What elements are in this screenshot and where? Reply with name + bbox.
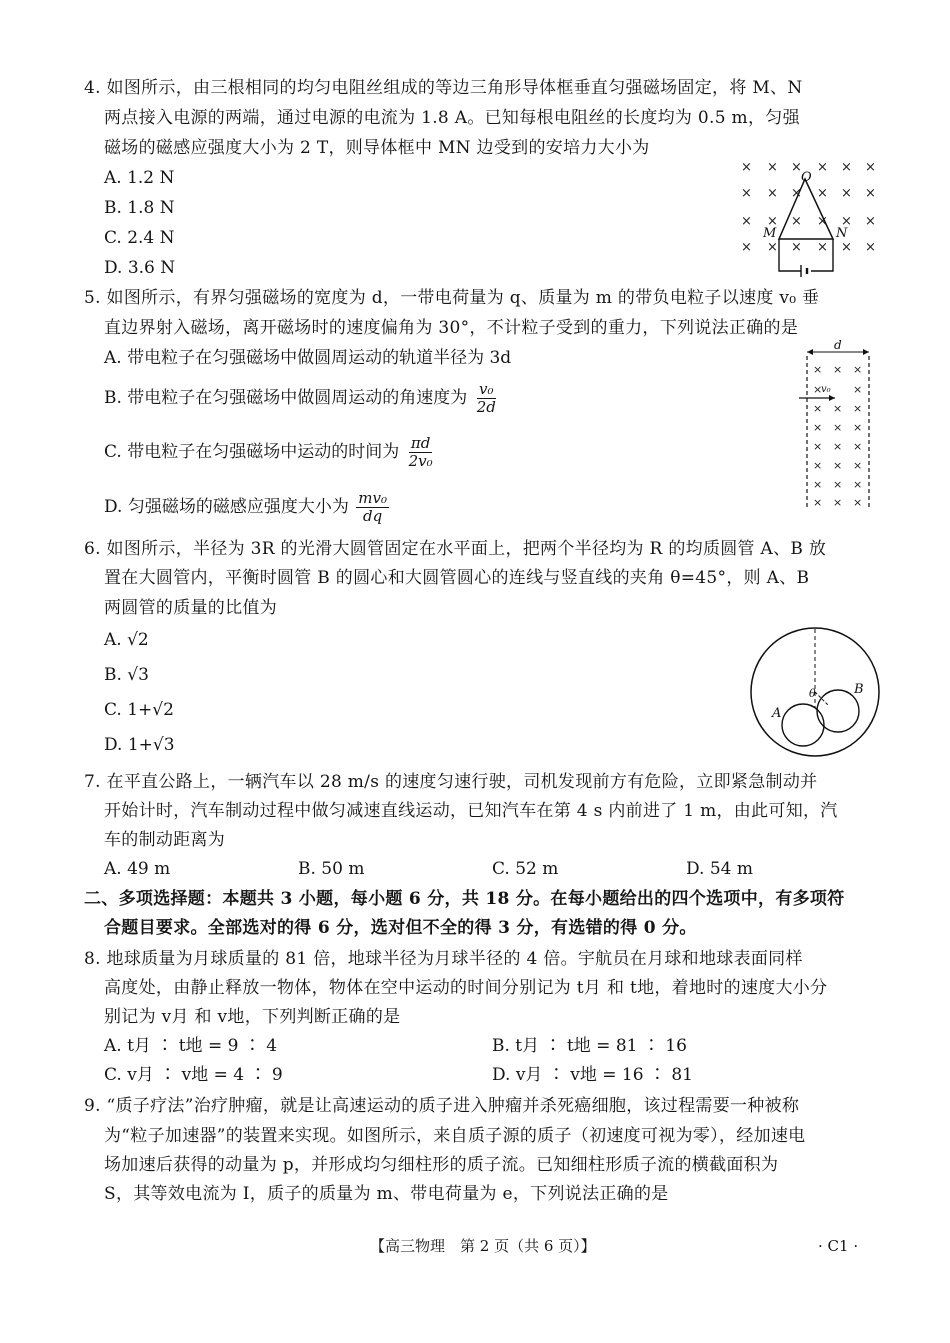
label-d: d bbox=[834, 340, 842, 352]
svg-text:×: × bbox=[813, 383, 823, 396]
q9-line-1: 9. “质子疗法”治疗肿瘤，就是让高速运动的质子进入肿瘤并杀死癌细胞，该过程需要一种被称 bbox=[84, 1096, 800, 1116]
q6-option-d: D. 1+√3 bbox=[104, 735, 175, 755]
svg-text:×: × bbox=[767, 240, 778, 255]
page-code: · C1 · bbox=[818, 1237, 859, 1255]
svg-text:×: × bbox=[813, 363, 823, 376]
label-m: M bbox=[763, 226, 777, 241]
svg-text:×: × bbox=[833, 421, 843, 434]
q6-option-c: C. 1+√2 bbox=[104, 700, 174, 720]
svg-text:×: × bbox=[817, 160, 828, 175]
page-footer: 【高三物理 第 2 页（共 6 页）】 bbox=[370, 1237, 596, 1255]
svg-text:×: × bbox=[817, 240, 828, 255]
q5-option-b: B. 带电粒子在匀强磁场中做圆周运动的角速度为 $\frac{\text{v₀}}{2d}$ bbox=[104, 380, 496, 416]
svg-text:×: × bbox=[841, 160, 852, 175]
q4-option-a: A. 1.2 N bbox=[104, 168, 175, 188]
q4-line-2: 两点接入电源的两端，通过电源的电流为 1.8 A。已知每根电阻丝的长度均为 0.5 m，匀强 bbox=[104, 108, 800, 128]
q6-line-3: 两圆管的质量的比值为 bbox=[104, 598, 277, 618]
svg-text:×: × bbox=[741, 186, 752, 201]
q7-line-1: 7. 在平直公路上，一辆汽车以 28 m/s 的速度匀速行驶，司机发现前方有危险，立即紧急制动并 bbox=[84, 772, 818, 792]
fraction: $\frac{\pi d}{\text{2v₀}}$ bbox=[408, 434, 433, 470]
svg-text:×: × bbox=[853, 478, 863, 491]
svg-text:×: × bbox=[833, 478, 843, 491]
q4-figure-triangle-in-field bbox=[735, 155, 885, 285]
q5-option-a: A. 带电粒子在匀强磁场中做圆周运动的轨道半径为 3d bbox=[104, 348, 512, 368]
q8-option-a: A. t月 ∶ t地 = 9 ∶ 4 bbox=[104, 1036, 278, 1056]
q8-option-c: C. v月 ∶ v地 = 4 ∶ 9 bbox=[104, 1065, 283, 1085]
q5-line-2: 直边界射入磁场，离开磁场时的速度偏角为 30°，不计粒子受到的重力，下列说法正确的是 bbox=[104, 318, 799, 338]
q7-line-3: 车的制动距离为 bbox=[104, 830, 226, 850]
svg-text:×: × bbox=[833, 459, 843, 472]
q5-option-c: C. 带电粒子在匀强磁场中运动的时间为 $\frac{\pi d}{\text{2v₀}}$ bbox=[104, 434, 433, 470]
q6-line-2: 置在大圆管内，平衡时圆管 B 的圆心和大圆管圆心的连线与竖直线的夹角 θ=45°，则 A、B bbox=[104, 568, 810, 588]
svg-text:×: × bbox=[813, 478, 823, 491]
q8-option-b: B. t月 ∶ t地 = 81 ∶ 16 bbox=[492, 1036, 687, 1056]
q5-line-1: 5. 如图所示，有界匀强磁场的宽度为 d，一带电荷量为 q、质量为 m 的带负电粒子以速度 v₀ 垂 bbox=[84, 288, 820, 308]
q4-line-1: 4. 如图所示，由三根相同的均匀电阻丝组成的等边三角形导体框垂直匀强磁场固定，将 M、N bbox=[84, 78, 803, 98]
label-a: A bbox=[772, 706, 782, 721]
svg-text:×: × bbox=[741, 240, 752, 255]
svg-text:×: × bbox=[833, 496, 843, 509]
fraction: $\frac{\text{mv₀}}{dq}$ bbox=[358, 489, 387, 525]
svg-text:×: × bbox=[853, 496, 863, 509]
q6-line-1: 6. 如图所示，半径为 3R 的光滑大圆管固定在水平面上，把两个半径均为 R 的均质圆管 A、B 放 bbox=[84, 539, 827, 559]
q8-line-2: 高度处，由静止释放一物体，物体在空中运动的时间分别记为 t月 和 t地，着地时的速度大小分 bbox=[104, 978, 828, 998]
svg-text:×: × bbox=[833, 440, 843, 453]
svg-text:×: × bbox=[853, 383, 863, 396]
svg-text:×: × bbox=[853, 363, 863, 376]
q4-option-b: B. 1.8 N bbox=[104, 198, 175, 218]
pipe-b bbox=[817, 690, 859, 732]
q4-option-d: D. 3.6 N bbox=[104, 258, 176, 278]
q8-line-3: 别记为 v月 和 v地，下列判断正确的是 bbox=[104, 1007, 401, 1027]
svg-text:×: × bbox=[813, 421, 823, 434]
q6-option-a: A. √2 bbox=[104, 630, 149, 650]
label-o: O bbox=[801, 170, 812, 185]
q9-line-2: 为“粒子加速器”的装置来实现。如图所示，来自质子源的质子（初速度可视为零），经加速电 bbox=[104, 1126, 806, 1146]
q5-option-d: D. 匀强磁场的磁感应强度大小为 $\frac{\text{mv₀}}{dq}$ bbox=[104, 489, 387, 525]
svg-text:×: × bbox=[813, 496, 823, 509]
q7-line-2: 开始计时，汽车制动过程中做匀减速直线运动，已知汽车在第 4 s 内前进了 1 m，由此可知，汽 bbox=[104, 801, 838, 821]
q9-line-3: 场加速后获得的动量为 p，并形成均匀细柱形的质子流。已知细柱形质子流的横截面积为 bbox=[104, 1155, 779, 1175]
svg-text:×: × bbox=[817, 214, 828, 229]
label-n: N bbox=[836, 226, 848, 241]
section-2-heading-line-2: 合题目要求。全部选对的得 6 分，选对但不全的得 3 分，有选错的得 0 分。 bbox=[104, 918, 697, 938]
svg-text:×: × bbox=[853, 402, 863, 415]
svg-text:×: × bbox=[853, 459, 863, 472]
svg-text:×: × bbox=[741, 160, 752, 175]
svg-text:×: × bbox=[865, 214, 876, 229]
svg-text:×: × bbox=[813, 440, 823, 453]
q7-option-d: D. 54 m bbox=[686, 859, 753, 879]
svg-text:×: × bbox=[817, 186, 828, 201]
svg-text:×: × bbox=[841, 214, 852, 229]
q9-line-4: S，其等效电流为 I，质子的质量为 m、带电荷量为 e，下列说法正确的是 bbox=[104, 1184, 669, 1204]
svg-text:×: × bbox=[767, 214, 778, 229]
svg-text:×: × bbox=[853, 421, 863, 434]
q8-line-1: 8. 地球质量为月球质量的 81 倍，地球半径为月球半径的 4 倍。宇航员在月球和地球表面同样 bbox=[84, 949, 803, 969]
svg-text:×: × bbox=[813, 459, 823, 472]
svg-text:×: × bbox=[865, 240, 876, 255]
svg-text:×: × bbox=[767, 186, 778, 201]
svg-text:×: × bbox=[791, 160, 802, 175]
svg-text:×: × bbox=[841, 186, 852, 201]
q7-option-c: C. 52 m bbox=[492, 859, 559, 879]
svg-text:×: × bbox=[853, 440, 863, 453]
q4-line-3: 磁场的磁感应强度大小为 2 T，则导体框中 MN 边受到的安培力大小为 bbox=[104, 138, 650, 158]
q6-option-b: B. √3 bbox=[104, 665, 149, 685]
q7-option-a: A. 49 m bbox=[104, 859, 171, 879]
center-to-b-line bbox=[815, 692, 829, 706]
svg-text:×: × bbox=[865, 186, 876, 201]
section-2-heading-line-1: 二、多项选择题：本题共 3 小题，每小题 6 分，共 18 分。在每小题给出的四个选项中，有多项符 bbox=[84, 889, 845, 909]
svg-text:×: × bbox=[865, 160, 876, 175]
svg-text:×: × bbox=[767, 160, 778, 175]
label-theta: θ bbox=[809, 687, 816, 700]
q4-option-c: C. 2.4 N bbox=[104, 228, 175, 248]
svg-text:×: × bbox=[833, 402, 843, 415]
svg-text:×: × bbox=[833, 363, 843, 376]
q6-figure-pipes bbox=[748, 625, 883, 760]
svg-text:×: × bbox=[813, 402, 823, 415]
svg-text:×: × bbox=[841, 240, 852, 255]
svg-text:×: × bbox=[791, 214, 802, 229]
label-b: B bbox=[854, 682, 864, 697]
q8-option-d: D. v月 ∶ v地 = 16 ∶ 81 bbox=[492, 1065, 693, 1085]
svg-text:×: × bbox=[791, 186, 802, 201]
q7-option-b: B. 50 m bbox=[298, 859, 365, 879]
svg-text:×: × bbox=[791, 240, 802, 255]
q5-figure-bounded-field bbox=[795, 340, 880, 515]
fraction: $\frac{\text{v₀}}{2d}$ bbox=[476, 380, 496, 416]
label-v0: v₀ bbox=[821, 384, 831, 395]
svg-text:×: × bbox=[741, 214, 752, 229]
